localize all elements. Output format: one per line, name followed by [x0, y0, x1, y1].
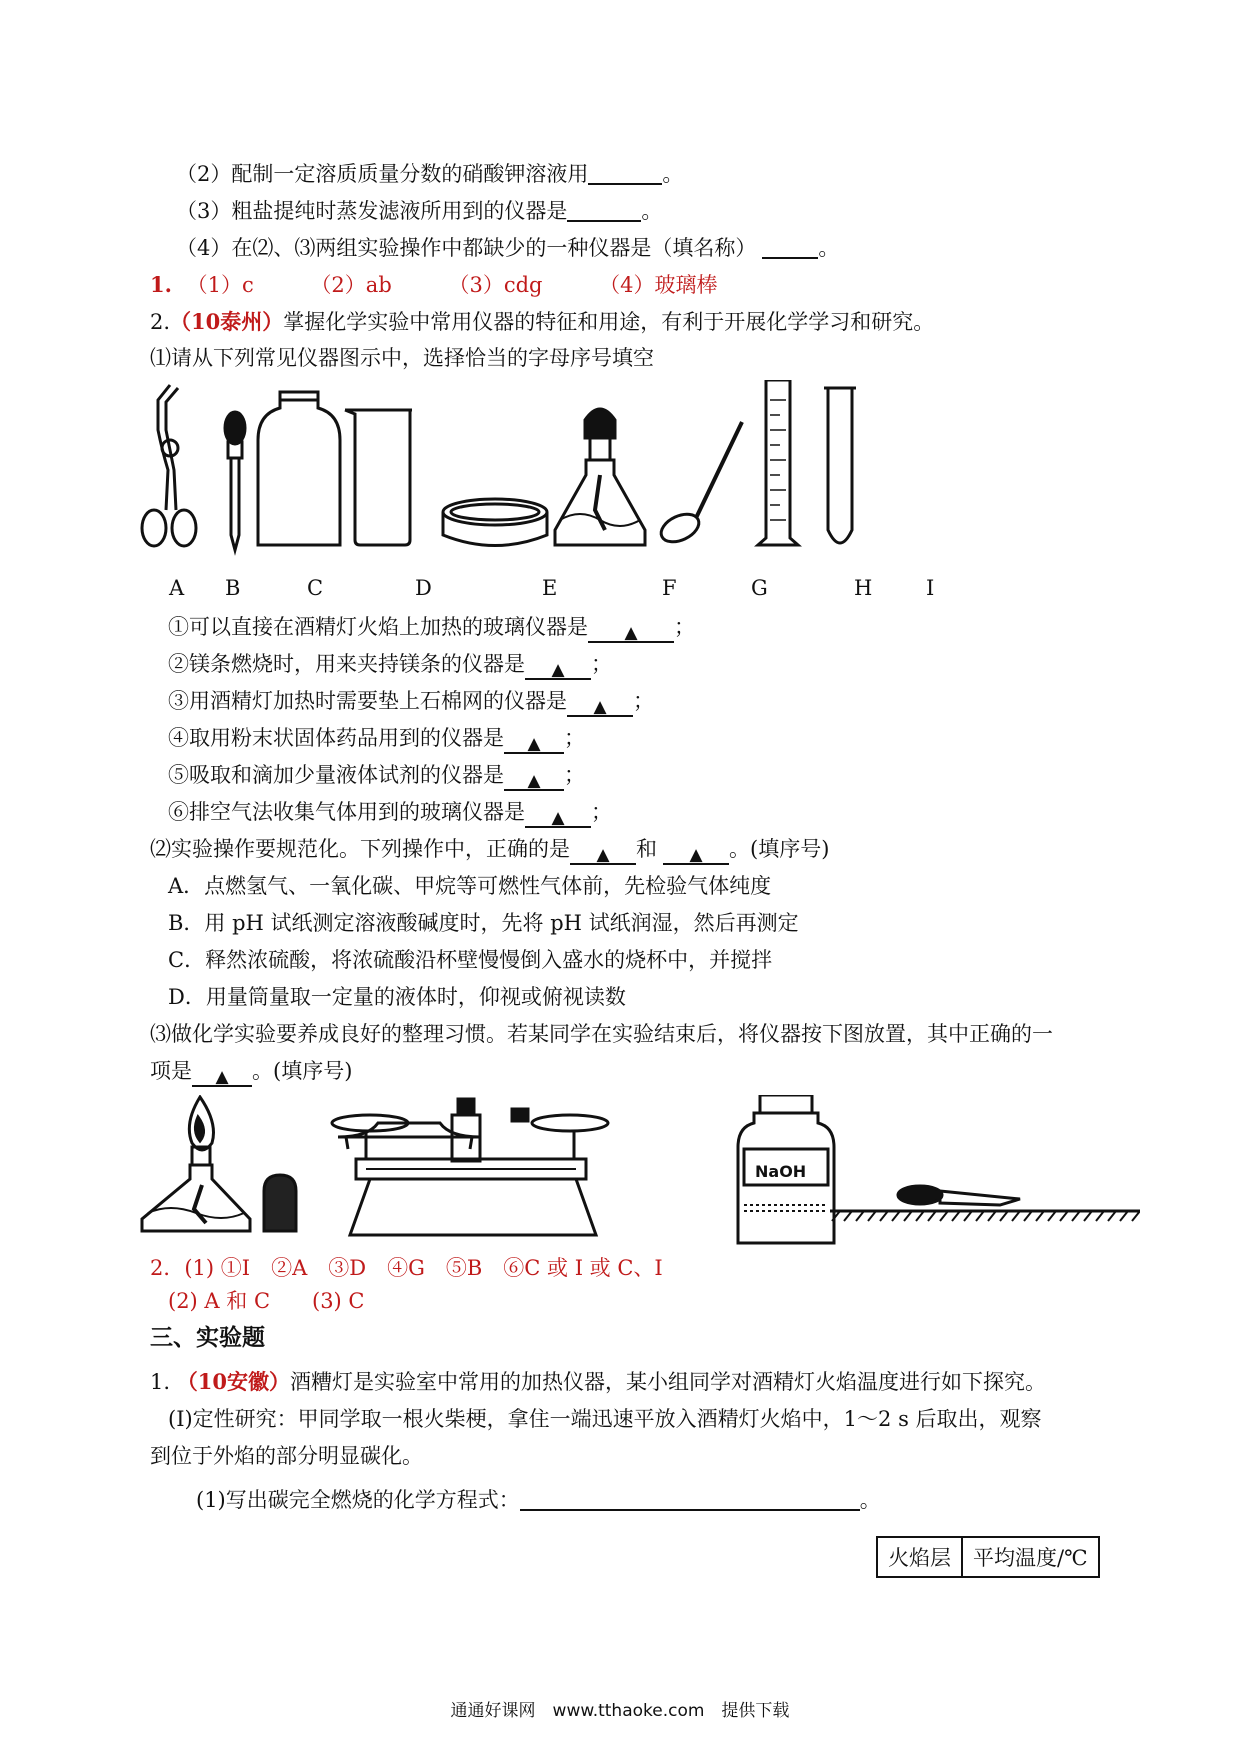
label-b: B	[225, 576, 241, 600]
instrument-figure	[140, 380, 1140, 570]
q2-item-5: ⑤吸取和滴加少量液体试剂的仪器是 ▲ ；	[168, 763, 585, 791]
q2-option-c: C．释然浓硫酸，将浓硫酸沿杯壁慢慢倒入盛水的烧杯中，并搅拌	[168, 948, 773, 972]
q2-item-3: ③用酒精灯加热时需要垫上石棉网的仪器是 ▲ ；	[168, 689, 654, 717]
table-header-flame-layer: 火焰层	[877, 1537, 962, 1577]
alcohol-lamp-icon	[555, 409, 645, 545]
balance-scale-icon	[332, 1099, 608, 1235]
answer-blank[interactable]: ▲	[504, 730, 564, 754]
q2-item-6: ⑥排空气法收集气体用到的玻璃仪器是 ▲ ；	[168, 800, 612, 828]
petri-dish-icon	[443, 499, 547, 546]
s3-intro: 1. （10安徽）酒糟灯是实验室中常用的加热仪器，某小组同学对酒精灯火焰温度进行如下探究。	[150, 1369, 1046, 1394]
q2-item-1: ①可以直接在酒精灯火焰上加热的玻璃仪器是 ▲ ；	[168, 615, 695, 643]
q2-option-d: D．用量筒量取一定量的液体时，仰视或俯视读数	[168, 985, 626, 1009]
q2-part3-line2: 项是 ▲ 。(填序号)	[150, 1059, 353, 1087]
s3-p1-line2: 到位于外焰的部分明显碳化。	[150, 1444, 423, 1468]
table-header-avg-temp: 平均温度/℃	[962, 1537, 1099, 1577]
q2-part1: ⑴请从下列常见仪器图示中，选择恰当的字母序号填空	[150, 346, 654, 370]
q2-item-4: ④取用粉末状固体药品用到的仪器是 ▲ ；	[168, 726, 585, 754]
answer-blank[interactable]: ▲	[570, 841, 636, 865]
label-d: D	[415, 576, 432, 600]
dropper-on-bench-icon	[830, 1186, 1140, 1221]
label-e: E	[542, 576, 558, 600]
s3-q1: (1)写出碳完全燃烧的化学方程式： 。	[196, 1488, 881, 1512]
measuring-cylinder-icon	[758, 380, 798, 545]
q2-part3-line1: ⑶做化学实验要养成良好的整理习惯。若某同学在实验结束后，将仪器按下图放置，其中正确的一	[150, 1022, 1053, 1046]
q2-answer-line2: (2) A 和 C (3) C	[168, 1289, 365, 1313]
wide-mouth-bottle-icon	[258, 392, 340, 545]
answer-blank[interactable]	[567, 198, 641, 222]
q2-item-2: ②镁条燃烧时，用来夹持镁条的仪器是 ▲ ；	[168, 652, 612, 680]
label-h: H	[854, 576, 873, 600]
equation-blank[interactable]	[520, 1487, 860, 1511]
test-tube-icon	[824, 388, 856, 543]
prev-q4: （4）在⑵、⑶两组实验操作中都缺少的一种仪器是（填名称） 。	[176, 236, 840, 260]
prev-q2: （2）配制一定溶质质量分数的硝酸钾溶液用 。	[176, 162, 684, 186]
prev-q3: （3）粗盐提纯时蒸发滤液所用到的仪器是 。	[176, 199, 663, 223]
answer-blank[interactable]	[762, 235, 818, 259]
q2-option-a: A．点燃氢气、一氧化碳、甲烷等可燃性气体前，先检验气体纯度	[168, 874, 772, 898]
lamp-cap-icon	[264, 1175, 296, 1231]
beaker-icon	[345, 410, 412, 545]
s3-p1-line1: (Ⅰ)定性研究：甲同学取一根火柴梗，拿住一端迅速平放入酒精灯火焰中，1～2 s 后取出，观察	[168, 1407, 1042, 1431]
answer-blank[interactable]	[588, 161, 662, 185]
q2-intro: 2.（10泰州）掌握化学实验中常用仪器的特征和用途，有利于开展化学学习和研究。	[150, 309, 935, 334]
crucible-tongs-icon	[142, 385, 196, 546]
label-i: I	[926, 576, 935, 600]
label-g: G	[751, 576, 768, 600]
medicine-spoon-icon	[657, 422, 742, 547]
q2-part2: ⑵实验操作要规范化。下列操作中，正确的是 ▲ 和 ▲ 。(填序号)	[150, 837, 830, 865]
answer-blank[interactable]: ▲	[192, 1063, 252, 1087]
prev-answer: 1. （1）c （2）ab （3）cdg （4）玻璃棒	[150, 272, 718, 297]
answer-blank[interactable]: ▲	[588, 619, 674, 643]
naoh-label: NaOH	[755, 1162, 807, 1181]
lit-alcohol-lamp-icon	[142, 1097, 250, 1231]
q2-answer-line1: 2．(1) ①I ②A ③D ④G ⑤B ⑥C 或 I 或 C、I	[150, 1256, 663, 1280]
section-title: 三、实验题	[150, 1325, 265, 1351]
answer-blank[interactable]: ▲	[663, 841, 729, 865]
label-c: C	[307, 576, 324, 600]
answer-blank[interactable]: ▲	[504, 767, 564, 791]
label-f: F	[662, 576, 677, 600]
answer-blank[interactable]: ▲	[525, 804, 591, 828]
label-a: A	[169, 576, 185, 600]
tidy-figure	[140, 1095, 1140, 1245]
answer-blank[interactable]: ▲	[525, 656, 591, 680]
answer-blank[interactable]: ▲	[567, 693, 633, 717]
q2-option-b: B．用 pH 试纸测定溶液酸碱度时，先将 pH 试纸润湿，然后再测定	[168, 911, 799, 935]
page-footer: 通通好课网 www.tthaoke.com 提供下载	[450, 1701, 790, 1721]
flame-temperature-table	[876, 1536, 1100, 1578]
dropper-icon	[225, 412, 245, 550]
